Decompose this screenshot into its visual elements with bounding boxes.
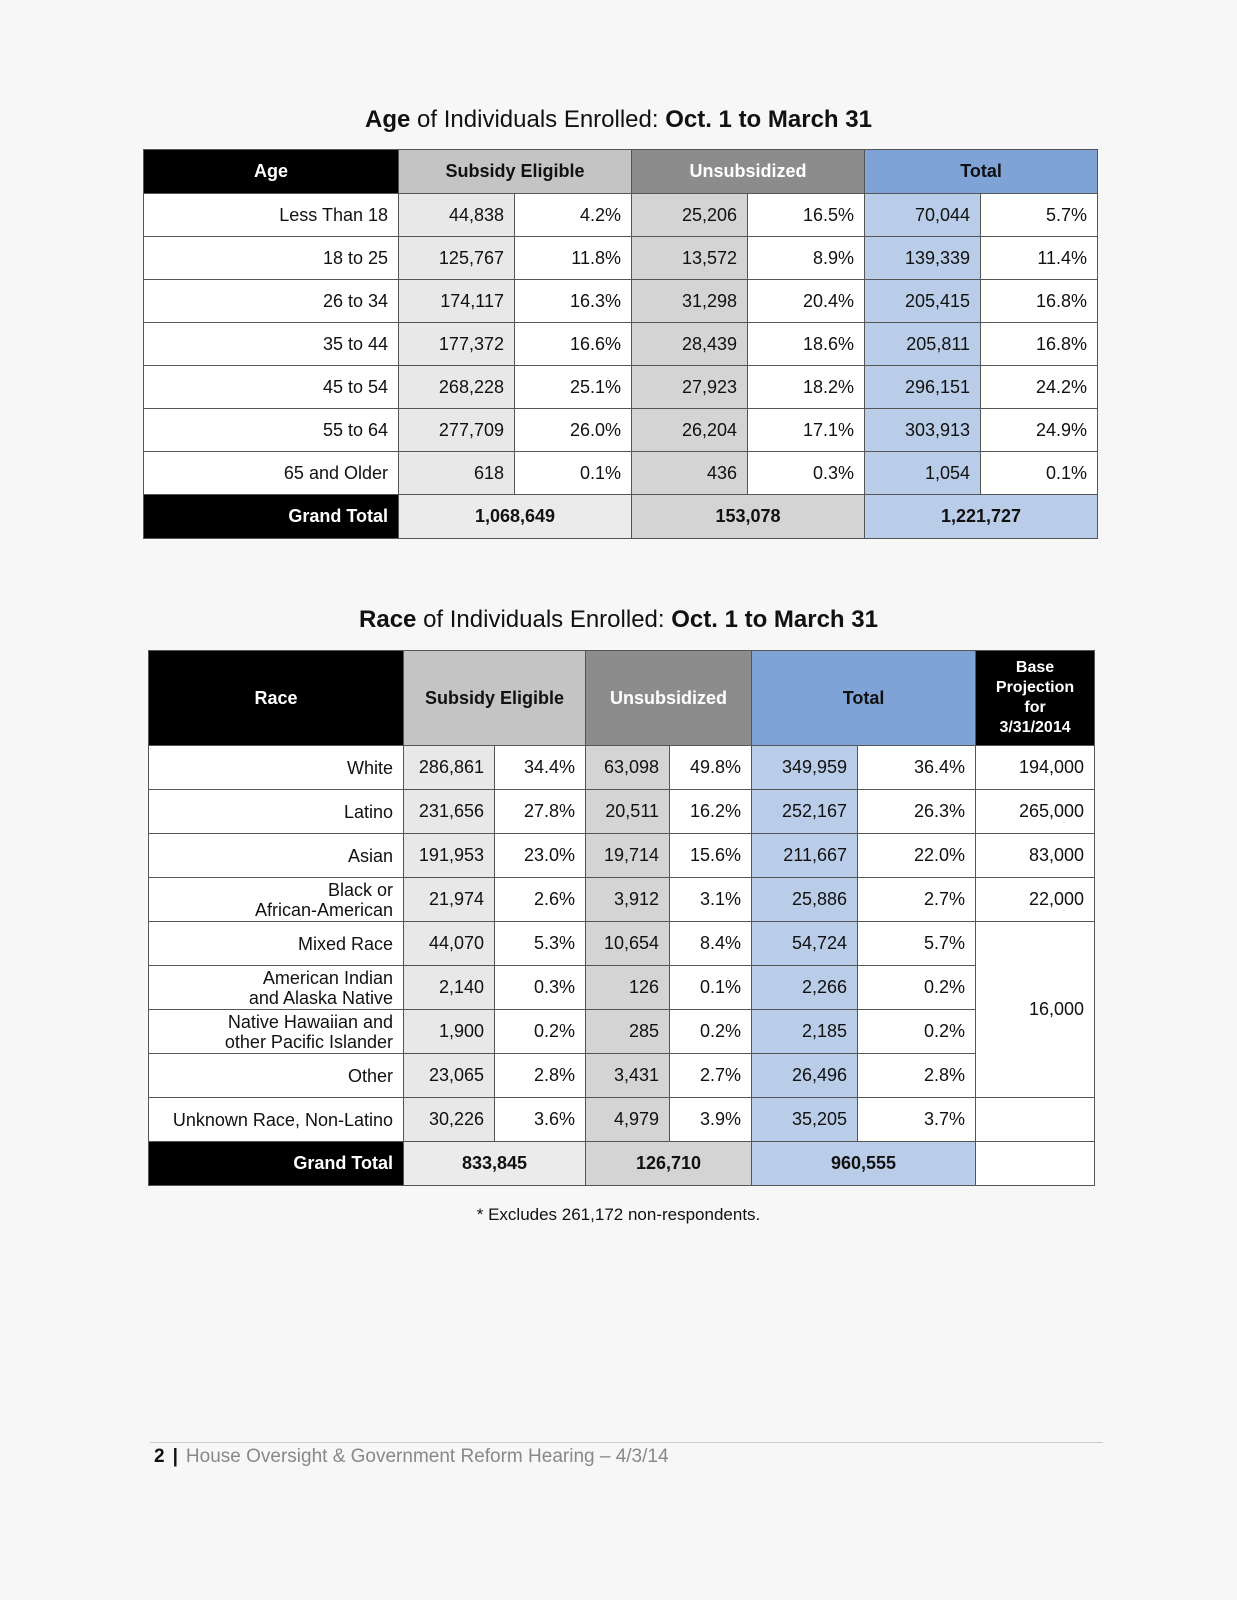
race-table-row — [149, 746, 1095, 790]
race-grand-total-total: 960,555 — [752, 1142, 976, 1186]
race-header-label: Race — [149, 651, 404, 746]
age-total-pct: 16.8% — [981, 323, 1098, 366]
age-unsubsidized-pct: 20.4% — [748, 280, 865, 323]
race-base-projection-empty — [976, 1098, 1095, 1142]
race-table-row — [149, 922, 1095, 966]
race-table-row — [149, 966, 1095, 1010]
footer-divider — [150, 1442, 1103, 1443]
race-unsubsidized-pct: 0.1% — [670, 966, 752, 1010]
race-unsubsidized-count: 63,098 — [586, 746, 670, 790]
age-unsubsidized-pct: 17.1% — [748, 409, 865, 452]
race-unsubsidized-count: 19,714 — [586, 834, 670, 878]
age-total-pct: 16.8% — [981, 280, 1098, 323]
page-footer — [154, 1446, 669, 1468]
race-header-base-projection: Base Projection for 3/31/2014 — [976, 651, 1095, 746]
race-table — [148, 650, 1095, 1186]
age-unsubsidized-pct: 18.6% — [748, 323, 865, 366]
race-unsubsidized-pct: 16.2% — [670, 790, 752, 834]
race-subsidy-count: 44,070 — [404, 922, 495, 966]
race-subsidy-pct: 2.6% — [495, 878, 586, 922]
age-row-label: 26 to 34 — [144, 280, 399, 323]
race-subsidy-pct: 23.0% — [495, 834, 586, 878]
footnote: * Excludes 261,172 non-respondents. — [476, 1205, 761, 1224]
age-header-subsidy-eligible: Subsidy Eligible — [399, 150, 632, 194]
age-subsidy-count: 277,709 — [399, 409, 515, 452]
age-row-label: Less Than 18 — [144, 194, 399, 237]
age-subsidy-pct: 26.0% — [515, 409, 632, 452]
race-grand-total-base — [976, 1142, 1095, 1186]
race-table-row — [149, 878, 1095, 922]
age-subsidy-count: 125,767 — [399, 237, 515, 280]
age-grand-total-label: Grand Total — [144, 495, 399, 539]
race-unsubsidized-pct: 2.7% — [670, 1054, 752, 1098]
age-table-title: Age of Individuals Enrolled: Oct. 1 to March 31 — [365, 106, 872, 133]
race-subsidy-count: 2,140 — [404, 966, 495, 1010]
age-total-pct: 11.4% — [981, 237, 1098, 280]
race-total-count: 26,496 — [752, 1054, 858, 1098]
race-unsubsidized-count: 126 — [586, 966, 670, 1010]
age-unsubsidized-count: 25,206 — [632, 194, 748, 237]
race-subsidy-pct: 0.3% — [495, 966, 586, 1010]
race-row-label: Mixed Race — [149, 922, 404, 966]
age-subsidy-pct: 16.6% — [515, 323, 632, 366]
race-total-count: 252,167 — [752, 790, 858, 834]
age-row-label: 65 and Older — [144, 452, 399, 495]
age-header-unsubsidized: Unsubsidized — [632, 150, 865, 194]
race-unsubsidized-pct: 0.2% — [670, 1010, 752, 1054]
age-unsubsidized-count: 27,923 — [632, 366, 748, 409]
race-unsubsidized-pct: 49.8% — [670, 746, 752, 790]
race-total-count: 2,185 — [752, 1010, 858, 1054]
age-row-label: 18 to 25 — [144, 237, 399, 280]
race-row-label: White — [149, 746, 404, 790]
age-row-label: 45 to 54 — [144, 366, 399, 409]
race-base-projection: 194,000 — [976, 746, 1095, 790]
age-subsidy-pct: 4.2% — [515, 194, 632, 237]
race-table-row — [149, 1098, 1095, 1142]
race-header-subsidy-eligible: Subsidy Eligible — [404, 651, 586, 746]
age-total-count: 303,913 — [865, 409, 981, 452]
race-total-count: 211,667 — [752, 834, 858, 878]
race-unsubsidized-count: 10,654 — [586, 922, 670, 966]
age-subsidy-count: 268,228 — [399, 366, 515, 409]
age-unsubsidized-count: 28,439 — [632, 323, 748, 366]
age-subsidy-pct: 11.8% — [515, 237, 632, 280]
age-header-total: Total — [865, 150, 1098, 194]
age-total-pct: 24.2% — [981, 366, 1098, 409]
age-subsidy-count: 174,117 — [399, 280, 515, 323]
age-total-pct: 0.1% — [981, 452, 1098, 495]
race-unsubsidized-count: 4,979 — [586, 1098, 670, 1142]
age-table — [143, 149, 1098, 539]
race-base-projection: 265,000 — [976, 790, 1095, 834]
age-unsubsidized-pct: 8.9% — [748, 237, 865, 280]
race-row-label: Latino — [149, 790, 404, 834]
race-table-title: Race of Individuals Enrolled: Oct. 1 to March 31 — [359, 606, 878, 633]
race-subsidy-count: 231,656 — [404, 790, 495, 834]
race-grand-total-label: Grand Total — [149, 1142, 404, 1186]
footer-separator: | — [172, 1446, 178, 1467]
race-row-label: Unknown Race, Non-Latino — [149, 1098, 404, 1142]
age-subsidy-pct: 0.1% — [515, 452, 632, 495]
age-subsidy-count: 44,838 — [399, 194, 515, 237]
race-subsidy-count: 21,974 — [404, 878, 495, 922]
race-subsidy-count: 286,861 — [404, 746, 495, 790]
age-total-pct: 5.7% — [981, 194, 1098, 237]
age-total-count: 139,339 — [865, 237, 981, 280]
race-subsidy-count: 23,065 — [404, 1054, 495, 1098]
race-subsidy-pct: 34.4% — [495, 746, 586, 790]
age-table-row — [144, 237, 1098, 280]
age-total-count: 205,811 — [865, 323, 981, 366]
race-unsubsidized-count: 3,431 — [586, 1054, 670, 1098]
race-total-pct: 0.2% — [858, 966, 976, 1010]
race-table-row — [149, 1010, 1095, 1054]
age-unsubsidized-pct: 0.3% — [748, 452, 865, 495]
age-unsubsidized-pct: 16.5% — [748, 194, 865, 237]
race-base-projection: 83,000 — [976, 834, 1095, 878]
race-unsubsidized-pct: 3.1% — [670, 878, 752, 922]
race-row-label: Black or African-American — [149, 878, 404, 922]
age-table-row — [144, 366, 1098, 409]
age-table-row — [144, 323, 1098, 366]
age-table-row — [144, 452, 1098, 495]
age-total-count: 205,415 — [865, 280, 981, 323]
age-subsidy-pct: 25.1% — [515, 366, 632, 409]
race-unsubsidized-count: 285 — [586, 1010, 670, 1054]
race-unsubsidized-pct: 8.4% — [670, 922, 752, 966]
race-total-pct: 0.2% — [858, 1010, 976, 1054]
race-subsidy-pct: 27.8% — [495, 790, 586, 834]
age-table-row — [144, 194, 1098, 237]
age-total-count: 296,151 — [865, 366, 981, 409]
race-subsidy-pct: 5.3% — [495, 922, 586, 966]
race-total-count: 35,205 — [752, 1098, 858, 1142]
race-total-count: 25,886 — [752, 878, 858, 922]
race-unsubsidized-count: 20,511 — [586, 790, 670, 834]
race-unsubsidized-pct: 3.9% — [670, 1098, 752, 1142]
age-subsidy-pct: 16.3% — [515, 280, 632, 323]
age-subsidy-count: 618 — [399, 452, 515, 495]
race-row-label: Native Hawaiian and other Pacific Islander — [149, 1010, 404, 1054]
race-subsidy-pct: 3.6% — [495, 1098, 586, 1142]
race-table-row — [149, 1054, 1095, 1098]
age-row-label: 35 to 44 — [144, 323, 399, 366]
age-unsubsidized-count: 436 — [632, 452, 748, 495]
age-grand-total-subsidy: 1,068,649 — [399, 495, 632, 539]
age-table-row — [144, 280, 1098, 323]
race-total-pct: 2.8% — [858, 1054, 976, 1098]
race-subsidy-count: 30,226 — [404, 1098, 495, 1142]
race-total-count: 349,959 — [752, 746, 858, 790]
race-total-pct: 2.7% — [858, 878, 976, 922]
age-unsubsidized-count: 13,572 — [632, 237, 748, 280]
age-total-count: 1,054 — [865, 452, 981, 495]
footer-text: House Oversight & Government Reform Hearing – 4/3/14 — [185, 1446, 669, 1467]
race-grand-total-subsidy: 833,845 — [404, 1142, 586, 1186]
age-subsidy-count: 177,372 — [399, 323, 515, 366]
race-subsidy-count: 1,900 — [404, 1010, 495, 1054]
race-table-row — [149, 790, 1095, 834]
age-header-label: Age — [144, 150, 399, 194]
age-table-row — [144, 409, 1098, 452]
race-base-projection: 22,000 — [976, 878, 1095, 922]
race-header-total: Total — [752, 651, 976, 746]
race-total-pct: 5.7% — [858, 922, 976, 966]
race-subsidy-pct: 0.2% — [495, 1010, 586, 1054]
race-unsubsidized-pct: 15.6% — [670, 834, 752, 878]
race-total-count: 2,266 — [752, 966, 858, 1010]
age-unsubsidized-pct: 18.2% — [748, 366, 865, 409]
age-row-label: 55 to 64 — [144, 409, 399, 452]
race-total-pct: 26.3% — [858, 790, 976, 834]
race-total-count: 54,724 — [752, 922, 858, 966]
race-total-pct: 36.4% — [858, 746, 976, 790]
race-subsidy-count: 191,953 — [404, 834, 495, 878]
race-total-pct: 3.7% — [858, 1098, 976, 1142]
race-row-label: American Indian and Alaska Native — [149, 966, 404, 1010]
age-unsubsidized-count: 31,298 — [632, 280, 748, 323]
race-table-row — [149, 834, 1095, 878]
race-row-label: Asian — [149, 834, 404, 878]
race-subsidy-pct: 2.8% — [495, 1054, 586, 1098]
age-grand-total-unsubsidized: 153,078 — [632, 495, 865, 539]
age-total-count: 70,044 — [865, 194, 981, 237]
age-unsubsidized-count: 26,204 — [632, 409, 748, 452]
age-grand-total-total: 1,221,727 — [865, 495, 1098, 539]
race-grand-total-unsubsidized: 126,710 — [586, 1142, 752, 1186]
race-header-unsubsidized: Unsubsidized — [586, 651, 752, 746]
race-total-pct: 22.0% — [858, 834, 976, 878]
race-row-label: Other — [149, 1054, 404, 1098]
age-total-pct: 24.9% — [981, 409, 1098, 452]
page-number: 2 — [154, 1446, 165, 1467]
race-base-projection-merged: 16,000 — [976, 922, 1095, 1098]
race-unsubsidized-count: 3,912 — [586, 878, 670, 922]
